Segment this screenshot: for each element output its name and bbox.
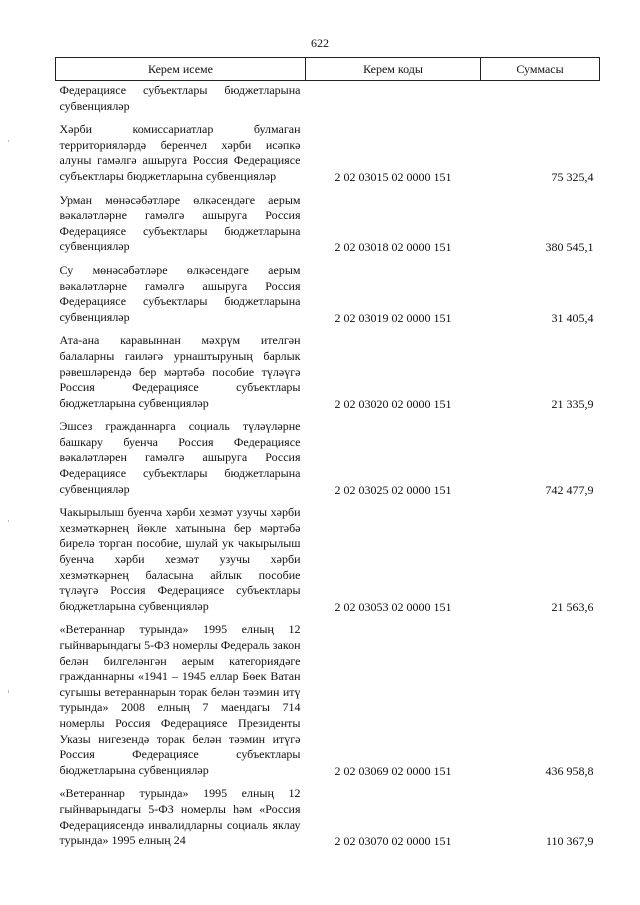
row-sum: 31 405,4 — [551, 310, 594, 325]
table-row — [56, 412, 600, 498]
scan-margin-mark — [8, 690, 9, 693]
row-code: 2 02 03070 02 0000 151 — [334, 834, 452, 849]
row-name: Су мөнәсәбәтләре өлкәсендәге аерым вәкаләтләрне гамәлгә ашыруга Россия Федерациясе субъектлары бюджетларына субвенцияләр — [59, 262, 301, 324]
row-code: 2 02 03019 02 0000 151 — [334, 310, 452, 325]
header-code: Керем коды — [306, 58, 481, 81]
table-row — [56, 115, 600, 185]
row-code — [306, 81, 481, 116]
row-name: Чакырылыш буенча хәрби хезмәт узучы хәрби хезмәткәрнең йөкле хатынына бер мәртәбә бирелә торган пособие, шулай ук чакырылыш буенча хәрби хезмәт узучы хәрби хезмәткәрнең баласына айлык пособие түләүгә Россия Федерациясе субъектлары бюджетларына субвенцияләр — [59, 505, 301, 613]
table-row — [56, 498, 600, 615]
row-sum: 75 325,4 — [551, 169, 594, 184]
table-row — [56, 186, 600, 256]
row-code: 2 02 03015 02 0000 151 — [334, 169, 452, 184]
row-name: Урман мөнәсәбәтләре өлкәсендәге аерым вәкаләтләрне гамәлгә ашыруга Россия Федерациясе субъектлары бюджетларына субвенцияләр — [59, 192, 301, 254]
row-code: 2 02 03053 02 0000 151 — [334, 599, 452, 614]
row-name: Ата-ана каравыннан мәхрүм ителгән балаларны гаиләгә урнаштыруның барлык рәвешләрендә бер мәртәбә пособие түләүгә Россия Федерациясе субъектлары бюджетларына субвенцияләр — [59, 333, 301, 410]
row-sum: 436 958,8 — [545, 763, 594, 778]
table-row — [56, 256, 600, 326]
table-row — [56, 326, 600, 412]
row-code: 2 02 03069 02 0000 151 — [334, 763, 452, 778]
row-name: «Ветераннар турында» 1995 елның 12 гыйнварындагы 5-ФЗ номерлы Федераль закон белән билгеләнгән аерым категориядәге гражданнарны «1941 – 1945 еллар Бөек Ватан сугышы ветераннарын торак белән тәэмин итү турында» 2008 елның 7 маендагы 714 номерлы Россия Федерациясе Президенты Указы нигезендә торак белән тәэмин итүгә Россия Федерациясе субъектлары бюджетларына субвенцияләр — [59, 622, 301, 777]
row-code: 2 02 03020 02 0000 151 — [334, 396, 452, 411]
row-code: 2 02 03025 02 0000 151 — [334, 482, 452, 497]
header-sum: Суммасы — [481, 58, 600, 81]
row-sum: 742 477,9 — [545, 482, 594, 497]
header-name: Керем исеме — [56, 58, 306, 81]
row-sum: 21 563,6 — [551, 599, 594, 614]
row-name: Эшсез гражданнарга социаль түләүләрне башкару буенча Россия Федерациясе вәкаләтләрен гамәлгә ашыруга Россия Федерациясе субъектлары бюджетларына субвенцияләр — [59, 419, 301, 496]
scan-margin-mark — [8, 520, 9, 522]
scan-margin-mark — [8, 140, 9, 142]
row-code: 2 02 03018 02 0000 151 — [334, 240, 452, 255]
row-name: Хәрби комиссариатлар булмаган территорияләрдә беренчел хәрби исәпкә алуны гамәлгә ашыруга Россия Федерациясе субъектлары бюджетларына субвенцияләр — [59, 122, 301, 183]
row-name: Федерациясе субъектлары бюджетларына субвенцияләр — [59, 83, 301, 113]
row-sum: 380 545,1 — [545, 240, 594, 255]
table-header-row — [56, 58, 600, 81]
revenue-table — [55, 57, 600, 850]
row-sum — [481, 81, 600, 116]
row-name: «Ветераннар турында» 1995 елның 12 гыйнварындагы 5-ФЗ номерлы һәм «Россия Федерациясендә инвалидларны социаль яклау турында» 1995 елның 24 — [59, 786, 301, 848]
table-row — [56, 779, 600, 849]
page-number: 622 — [311, 36, 329, 50]
row-sum: 110 367,9 — [545, 834, 594, 849]
row-sum: 21 335,9 — [551, 396, 594, 411]
table-row — [56, 81, 600, 116]
table-row — [56, 615, 600, 779]
